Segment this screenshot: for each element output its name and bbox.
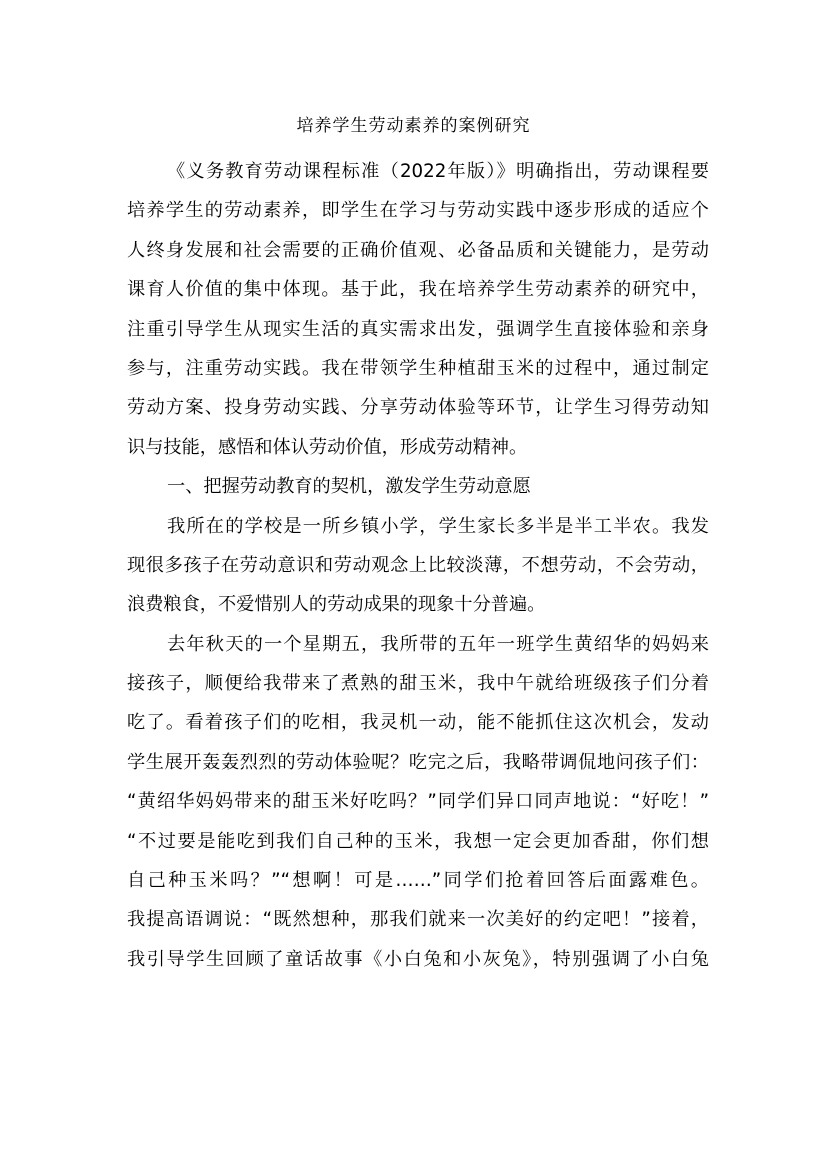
paragraph-line: 我引导学生回顾了童话故事《小白兔和小灰兔》，特别强调了小白兔 [127, 948, 709, 970]
paragraph-line: 我所在的学校是一所乡镇小学，学生家长多半是半工半农。我发 [167, 515, 709, 537]
paragraph-line: 吃了。看着孩子们的吃相，我灵机一动，能不能抓住这次机会，发动 [127, 712, 709, 734]
paragraph-line: 培养学生的劳动素养，即学生在学习与劳动实践中逐步形成的适应个 [127, 200, 709, 222]
paragraph-line: 识与技能，感悟和体认劳动价值，形成劳动精神。 [127, 436, 528, 458]
document-title: 培养学生劳动素养的案例研究 [296, 116, 531, 136]
paragraph-line: 浪费粮食，不爱惜别人的劳动成果的现象十分普遍。 [127, 594, 546, 616]
paragraph-line: 注重引导学生从现实生活的真实需求出发，强调学生直接体验和亲身 [127, 318, 709, 340]
paragraph-line: 我提高语调说：“既然想种，那我们就来一次美好的约定吧！”接着， [127, 909, 709, 931]
paragraph-line: 劳动方案、投身劳动实践、分享劳动体验等环节，让学生习得劳动知 [127, 397, 709, 419]
paragraph-line: 《义务教育劳动课程标准（2022年版）》明确指出，劳动课程要 [167, 161, 709, 182]
paragraph-line: 人终身发展和社会需要的正确价值观、必备品质和关键能力，是劳动 [127, 239, 709, 261]
paragraph-line: 学生展开轰轰烈烈的劳动体验呢？吃完之后，我略带调侃地问孩子们： [127, 751, 709, 773]
paragraph-line: “黄绍华妈妈带来的甜玉米好吃吗？”同学们异口同声地说：“好吃！” [127, 791, 709, 813]
paragraph-line: 课育人价值的集中体现。基于此，我在培养学生劳动素养的研究中， [127, 279, 709, 301]
paragraph-line: 参与，注重劳动实践。我在带领学生种植甜玉米的过程中，通过制定 [127, 357, 709, 379]
paragraph-line: 去年秋天的一个星期五，我所带的五年一班学生黄绍华的妈妈来 [167, 633, 709, 655]
paragraph-line: 接孩子，顺便给我带来了煮熟的甜玉米，我中午就给班级孩子们分着 [127, 673, 709, 695]
paragraph-line: 自己种玉米吗？”“想啊！可是……”同学们抢着回答后面露难色。 [127, 870, 709, 892]
paragraph-line: “不过要是能吃到我们自己种的玉米，我想一定会更加香甜，你们想 [127, 830, 709, 852]
paragraph-line: 现很多孩子在劳动意识和劳动观念上比较淡薄，不想劳动，不会劳动， [127, 554, 709, 576]
document-body [127, 152, 709, 979]
section-heading: 一、把握劳动教育的契机，激发学生劳动意愿 [167, 476, 531, 498]
